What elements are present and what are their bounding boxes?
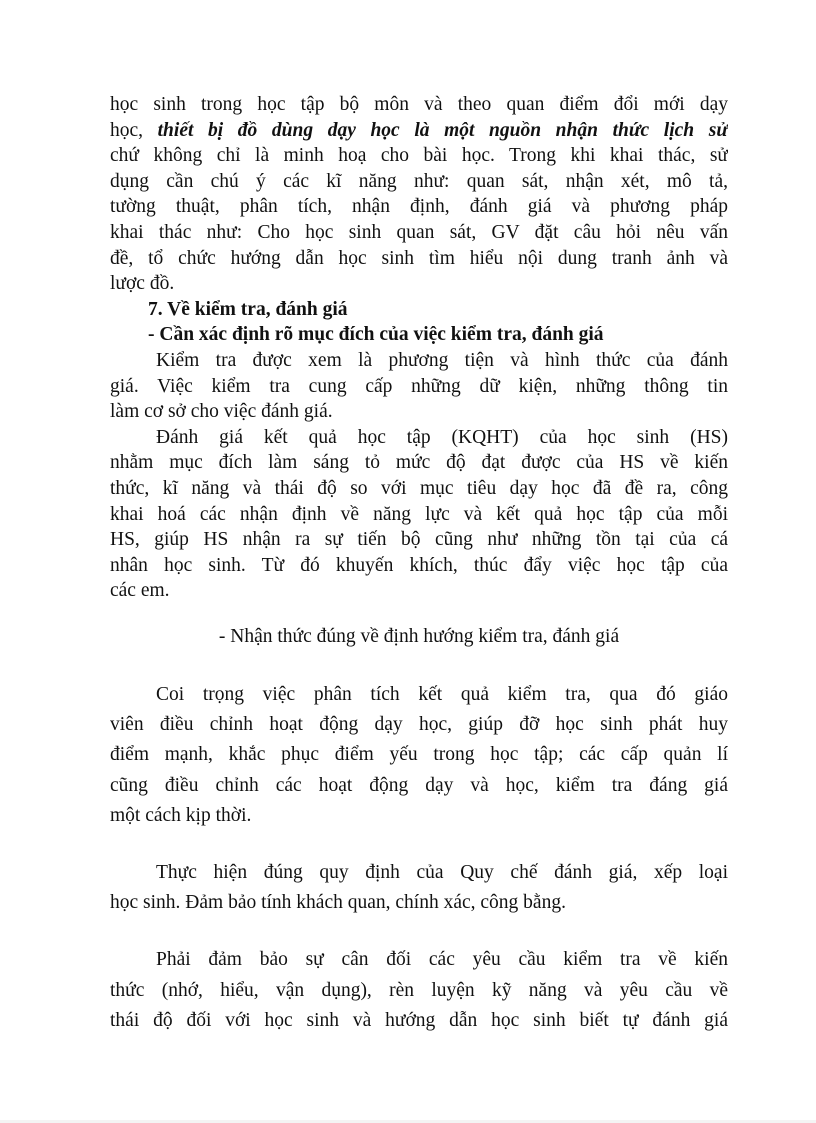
text-line: Thực hiện đúng quy định của Quy chế đánh giá, xếp loại bbox=[156, 862, 728, 884]
text-line: tường thuật, phân tích, nhận định, đánh giá và phương pháp bbox=[110, 196, 728, 218]
text-line: một cách kịp thời. bbox=[110, 804, 252, 826]
text-line: dụng cần chú ý các kĩ năng như: quan sát, nhận xét, mô tả, bbox=[110, 170, 728, 192]
paragraph-spacer bbox=[110, 918, 728, 945]
text-line: làm cơ sở cho việc đánh giá. bbox=[110, 401, 333, 423]
text-line: Coi trọng việc phân tích kết quả kiểm tra, qua đó giáo bbox=[156, 684, 728, 705]
text-line: các em. bbox=[110, 580, 170, 602]
text-line: Kiểm tra được xem là phương tiện và hình thức của đánh bbox=[156, 349, 728, 371]
text-line: học sinh. Đảm bảo tính khách quan, chính xác, công bằng. bbox=[110, 892, 566, 914]
text-line: khai hoá các nhận định về năng lực và kết quả học tập của mỗi bbox=[110, 503, 728, 525]
text-line: giá. Việc kiểm tra cung cấp những dữ kiện, những thông tin bbox=[110, 375, 728, 397]
text-line: Phải đảm bảo sự cân đối các yêu cầu kiểm tra về kiến bbox=[156, 949, 728, 971]
section-heading: 7. Về kiểm tra, đánh giá bbox=[148, 298, 348, 320]
text-line: nhằm mục đích làm sáng tỏ mức độ đạt được của HS về kiến bbox=[110, 452, 728, 474]
paragraph-spacer bbox=[110, 831, 728, 858]
text-line: chứ không chỉ là minh hoạ cho bài học. Trong khi khai thác, sử bbox=[110, 145, 728, 167]
text-line: Đánh giá kết quả học tập (KQHT) của học sinh (HS) bbox=[156, 426, 728, 448]
text-line: điểm mạnh, khắc phục điểm yếu trong học tập; các cấp quản lí bbox=[110, 744, 728, 766]
text-run: học, bbox=[110, 119, 158, 141]
text-line: thức (nhớ, hiểu, vận dụng), rèn luyện kỹ năng và yêu cầu về bbox=[110, 979, 728, 1001]
sub-heading-centered: - Nhận thức đúng về định hướng kiểm tra, đánh giá bbox=[218, 626, 620, 647]
text-line: HS, giúp HS nhận ra sự tiến bộ cũng như những tồn tại của cá bbox=[110, 529, 728, 551]
text-line: cũng điều chỉnh các hoạt động dạy và học, kiểm tra đáng giá bbox=[110, 774, 728, 796]
text-line: học sinh trong học tập bộ môn và theo quan điểm đổi mới dạy bbox=[110, 94, 728, 115]
text-block-top bbox=[110, 92, 728, 604]
sub-heading: - Cần xác định rõ mục đích của việc kiểm tra, đánh giá bbox=[148, 324, 604, 346]
text-line: lược đồ. bbox=[110, 273, 175, 295]
text-line: thái độ đối với học sinh và hướng dẫn học sinh biết tự đánh giá bbox=[110, 1009, 728, 1031]
text-line bbox=[110, 118, 728, 144]
emphasis-text: thiết bị đồ dùng dạy học là một nguồn nhận thức lịch sử bbox=[157, 119, 728, 141]
text-line: khai thác như: Cho học sinh quan sát, GV đặt câu hỏi nêu vấn bbox=[110, 221, 728, 243]
text-line: nhân học sinh. Từ đó khuyến khích, thúc đẩy việc học tập của bbox=[110, 554, 728, 576]
text-block-bottom bbox=[110, 680, 728, 1036]
text-line: đề, tổ chức hướng dẫn học sinh tìm hiểu nội dung tranh ảnh và bbox=[110, 247, 728, 269]
text-line: viên điều chỉnh hoạt động dạy học, giúp đỡ học sinh phát huy bbox=[110, 714, 728, 736]
text-line: thức, kĩ năng và thái độ so với mục tiêu dạy học đã đề ra, công bbox=[110, 477, 728, 499]
